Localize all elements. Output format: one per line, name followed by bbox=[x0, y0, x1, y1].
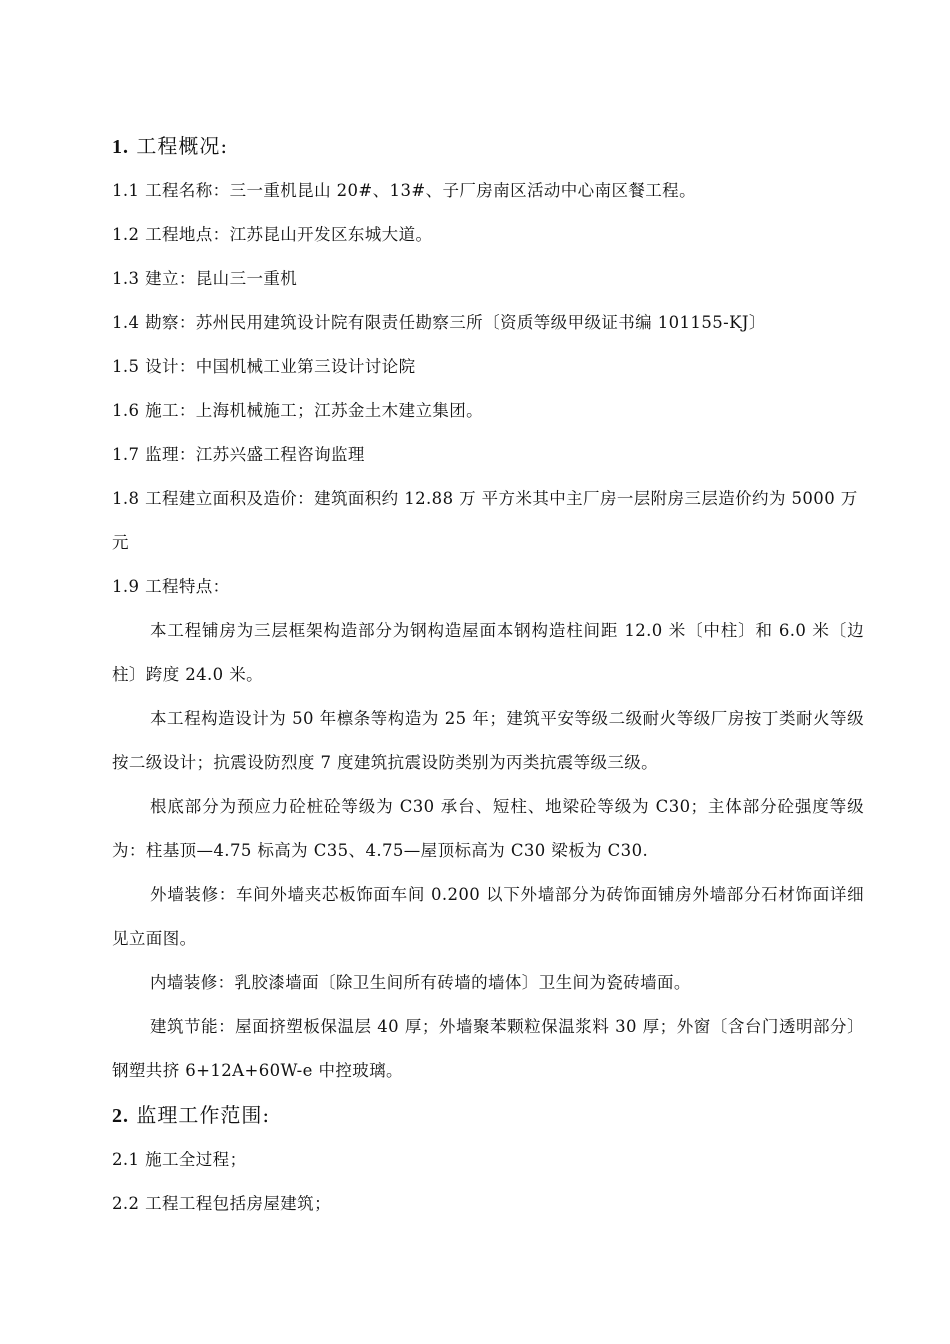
feature-paragraph-interior: 内墙装修：乳胶漆墙面〔除卫生间所有砖墙的墙体〕卫生间为瓷砖墙面。 bbox=[150, 973, 691, 992]
document-page bbox=[112, 128, 864, 1226]
feature-paragraph-exterior: 外墙装修：车间外墙夹芯板饰面车间 0.200 以下外墙部分为砖饰面铺房外墙部分石材饰面详细见立面图。 bbox=[112, 885, 864, 948]
feature-paragraph-foundation: 根底部分为预应力砼桩砼等级为 C30 承台、短柱、地梁砼等级为 C30；主体部分砼强度等级为：柱基顶—4.75 标高为 C35、4.75—屋顶标高为 C30 梁板为 C30. bbox=[112, 797, 864, 860]
feature-paragraph-energy: 建筑节能：屋面挤塑板保温层 40 厚；外墙聚苯颗粒保温浆料 30 厚；外窗〔含台门透明部分〕钢塑共挤 6+12A+60W-e 中控玻璃。 bbox=[112, 1017, 864, 1080]
item-1-5: 1.5 设计：中国机械工业第三设计讨论院 bbox=[112, 357, 416, 376]
section-2-title: 监理工作范围: bbox=[136, 1103, 271, 1127]
section-1-heading bbox=[112, 128, 864, 165]
section-2-heading bbox=[112, 1097, 864, 1134]
section-1-title: 工程概况: bbox=[136, 134, 229, 158]
item-1-2: 1.2 工程地点：江苏昆山开发区东城大道。 bbox=[112, 225, 433, 244]
item-1-8: 1.8 工程建立面积及造价：建筑面积约 12.88 万 平方米其中主厂房一层附房三层造价约为 5000 万元 bbox=[112, 489, 858, 552]
item-1-7: 1.7 监理：江苏兴盛工程咨询监理 bbox=[112, 445, 365, 464]
item-2-2: 2.2 工程工程包括房屋建筑； bbox=[112, 1194, 331, 1213]
item-1-4: 1.4 勘察：苏州民用建筑设计院有限责任勘察三所〔资质等级甲级证书编 101155-KJ〕 bbox=[112, 313, 766, 332]
section-1-number: 1. bbox=[112, 136, 129, 158]
item-1-9: 1.9 工程特点： bbox=[112, 577, 230, 596]
item-2-1: 2.1 施工全过程； bbox=[112, 1150, 247, 1169]
section-2-number: 2. bbox=[112, 1105, 129, 1127]
item-1-6: 1.6 施工：上海机械施工；江苏金土木建立集团。 bbox=[112, 401, 484, 420]
feature-paragraph-structure: 本工程铺房为三层框架构造部分为钢构造屋面本钢构造柱间距 12.0 米〔中柱〕和 6.0 米〔边柱〕跨度 24.0 米。 bbox=[112, 621, 864, 684]
item-1-1: 1.1 工程名称：三一重机昆山 20#、13#、子厂房南区活动中心南区餐工程。 bbox=[112, 181, 696, 200]
feature-paragraph-design: 本工程构造设计为 50 年檩条等构造为 25 年；建筑平安等级二级耐火等级厂房按丁类耐火等级按二级设计；抗震设防烈度 7 度建筑抗震设防类别为丙类抗震等级三级。 bbox=[112, 709, 864, 772]
item-1-3: 1.3 建立：昆山三一重机 bbox=[112, 269, 298, 288]
